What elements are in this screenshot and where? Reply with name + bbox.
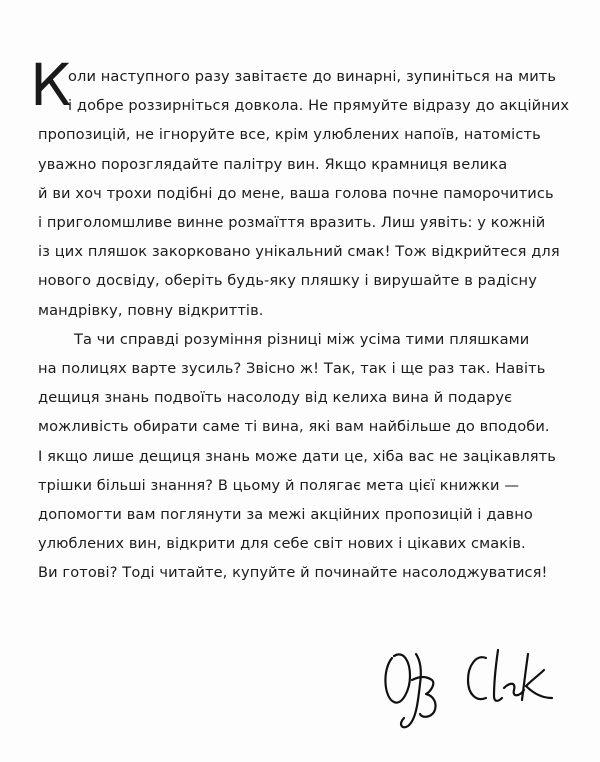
- author-signature: [380, 640, 560, 730]
- text-line: на полицях варте зусиль? Звісно ж! Так, так і ще раз так. Навіть: [38, 360, 546, 378]
- text-line: І якщо лише дещиця знань може дати це, хіба вас не зацікавлять: [38, 447, 556, 465]
- text-line: нового досвіду, оберіть будь-яку пляшку і вирушайте в радісну: [38, 272, 537, 290]
- text-line: дещиця знань подвоїть насолоду від келиха вина й подарує: [38, 389, 513, 407]
- text-line: уважно порозглядайте палітру вин. Якщо крамниця велика: [38, 155, 508, 173]
- text-line: із цих пляшок закорковано унікальний смак! Тож відкрийтеся для: [38, 243, 560, 261]
- text-line: Та чи справді розуміння різниці між усіма тими пляшками: [74, 330, 530, 348]
- text-line: трішки більші знання? В цьому й полягає мета цієї книжки —: [38, 476, 520, 494]
- text-line: улюблених вин, відкрити для себе світ нових і цікавих смаків.: [38, 535, 526, 553]
- paragraph-2: [38, 325, 568, 588]
- text-line: оли наступного разу завітаєте до винарні, зупиніться на мить: [68, 68, 557, 85]
- text-line: допомогти вам поглянути за межі акційних пропозицій і давно: [38, 506, 533, 524]
- paragraph-1-dropcap-lines: [38, 62, 568, 120]
- text-line: й ви хоч трохи подібні до мене, ваша голова почне паморочитись: [38, 184, 554, 202]
- text-line: пропозицій, не ігноруйте все, крім улюблених напоїв, натомість: [38, 126, 541, 144]
- drop-cap-letter: К: [30, 51, 72, 119]
- text-line: мандрівку, повну відкриттів.: [38, 301, 264, 319]
- text-line: можливість обирати саме ті вина, які вам найбільше до вподоби.: [38, 418, 550, 436]
- text-line: Ви готові? Тоді читайте, купуйте й починайте насолоджуватися!: [38, 564, 548, 582]
- text-line: і приголомшливе винне розмаїття вразить. Лиш уявіть: у кожній: [38, 214, 546, 232]
- text-line: і добре роззирніться довкола. Не прямуйте відразу до акційних: [68, 97, 570, 115]
- paragraph-1: [38, 120, 568, 324]
- body-text: [38, 62, 568, 588]
